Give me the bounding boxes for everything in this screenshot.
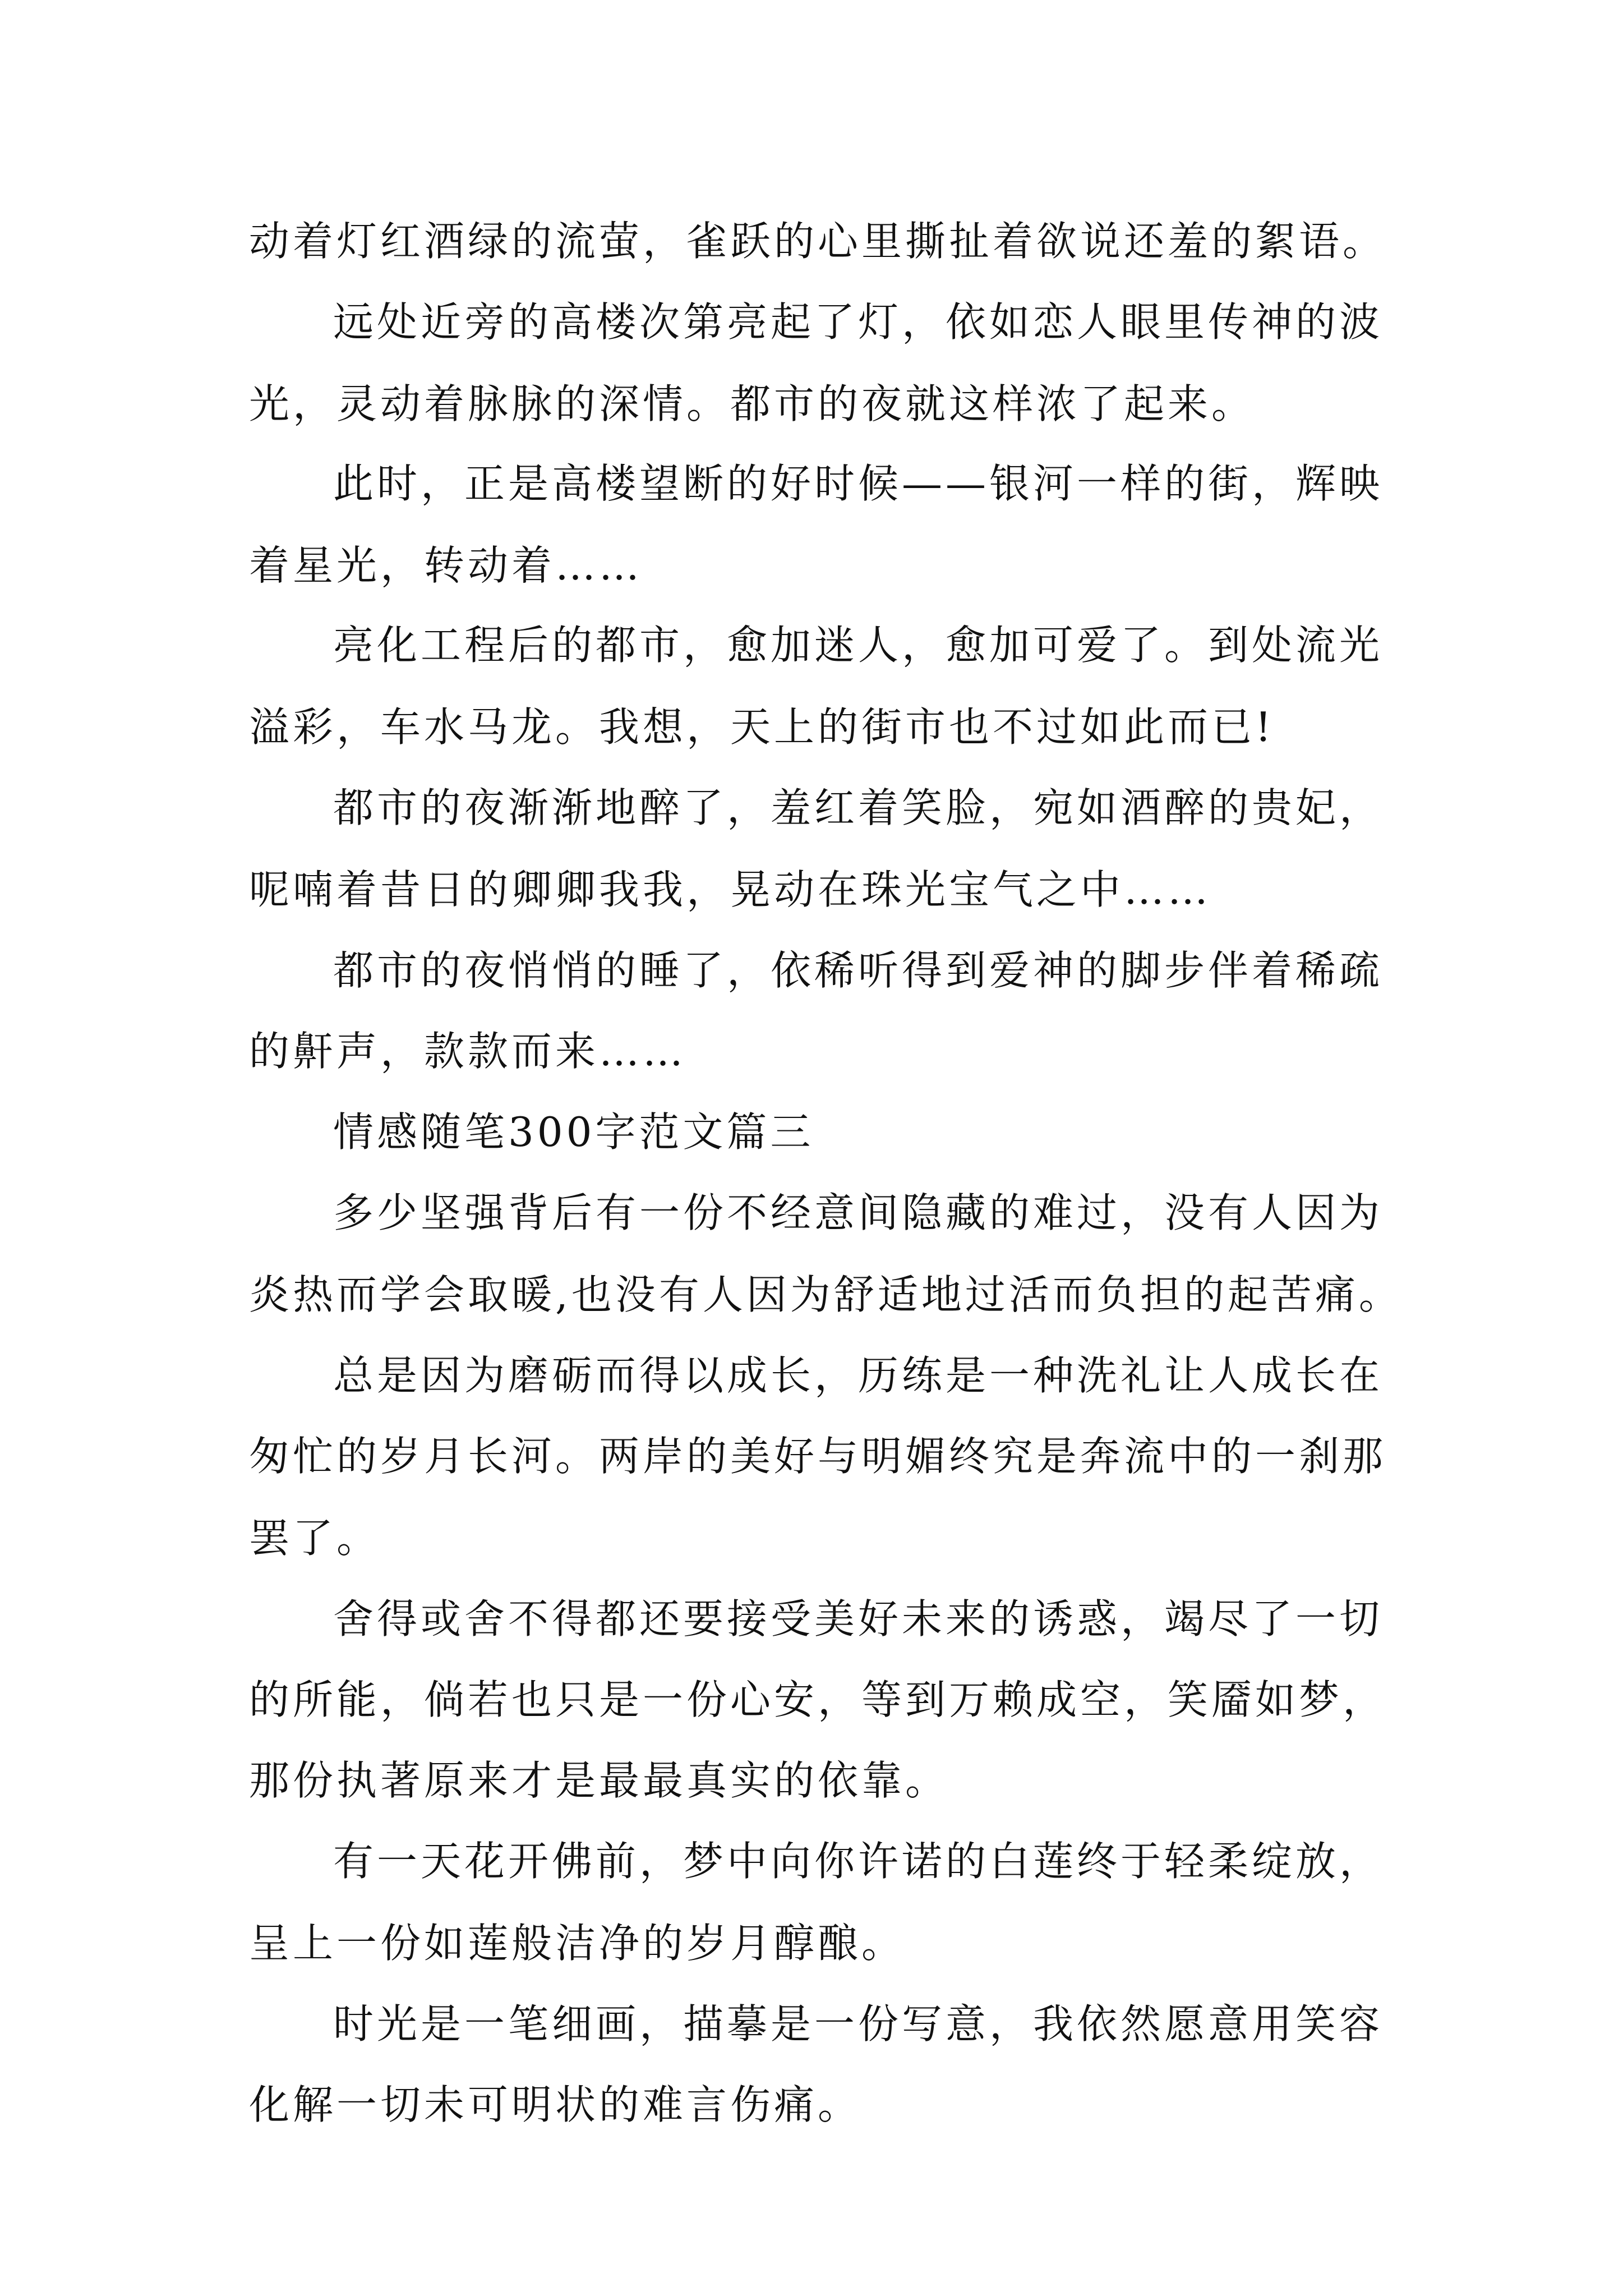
text-line: 炎热而学会取暖,也没有人因为舒适地过活而负担的起苦痛。 <box>249 1271 1403 1318</box>
text-line: 匆忙的岁月长河。两岸的美好与明媚终究是奔流中的一刹那 <box>249 1433 1387 1480</box>
paragraph-start-line: 有一天花开佛前，梦中向你许诺的白莲终于轻柔绽放， <box>333 1838 1384 1885</box>
text-line: 呈上一份如莲般洁净的岁月醇酿。 <box>249 1920 906 1967</box>
text-line: 动着灯红酒绿的流萤，雀跃的心里撕扯着欲说还羞的絮语。 <box>249 218 1387 265</box>
text-line: 的鼾声，款款而来…… <box>249 1028 687 1075</box>
text-line: 的所能，倘若也只是一份心安，等到万赖成空，笑靥如梦， <box>249 1676 1387 1723</box>
paragraph-start-line: 远处近旁的高楼次第亮起了灯，依如恋人眼里传神的波 <box>333 298 1384 346</box>
paragraph-start-line: 亮化工程后的都市，愈加迷人，愈加可爱了。到处流光 <box>333 622 1384 669</box>
paragraph-start-line: 都市的夜渐渐地醉了，羞红着笑脸，宛如酒醉的贵妃， <box>333 784 1384 831</box>
paragraph-start-line: 此时，正是高楼望断的好时候——银河一样的街，辉映 <box>333 460 1384 507</box>
text-line: 着星光，转动着…… <box>249 542 643 589</box>
paragraph-start-line: 时光是一笔细画，描摹是一份写意，我依然愿意用笑容 <box>333 2000 1384 2047</box>
text-line: 呢喃着昔日的卿卿我我，晃动在珠光宝气之中…… <box>249 866 1212 913</box>
text-line: 溢彩，车水马龙。我想，天上的街市也不过如此而已! <box>249 703 1275 751</box>
section-heading: 情感随笔300字范文篇三 <box>333 1108 814 1156</box>
text-line: 罢了。 <box>249 1515 381 1562</box>
text-line: 化解一切未可明状的难言伤痛。 <box>249 2081 862 2128</box>
paragraph-start-line: 多少坚强背后有一份不经意间隐藏的难过，没有人因为 <box>333 1189 1384 1236</box>
text-line: 那份执著原来才是最最真实的依靠。 <box>249 1757 949 1804</box>
paragraph-start-line: 都市的夜悄悄的睡了，依稀听得到爱神的脚步伴着稀疏 <box>333 947 1384 994</box>
paragraph-start-line: 总是因为磨砺而得以成长，历练是一种洗礼让人成长在 <box>333 1352 1384 1399</box>
text-line: 光，灵动着脉脉的深情。都市的夜就这样浓了起来。 <box>249 380 1256 427</box>
paragraph-start-line: 舍得或舍不得都还要接受美好未来的诱惑，竭尽了一切 <box>333 1595 1384 1642</box>
